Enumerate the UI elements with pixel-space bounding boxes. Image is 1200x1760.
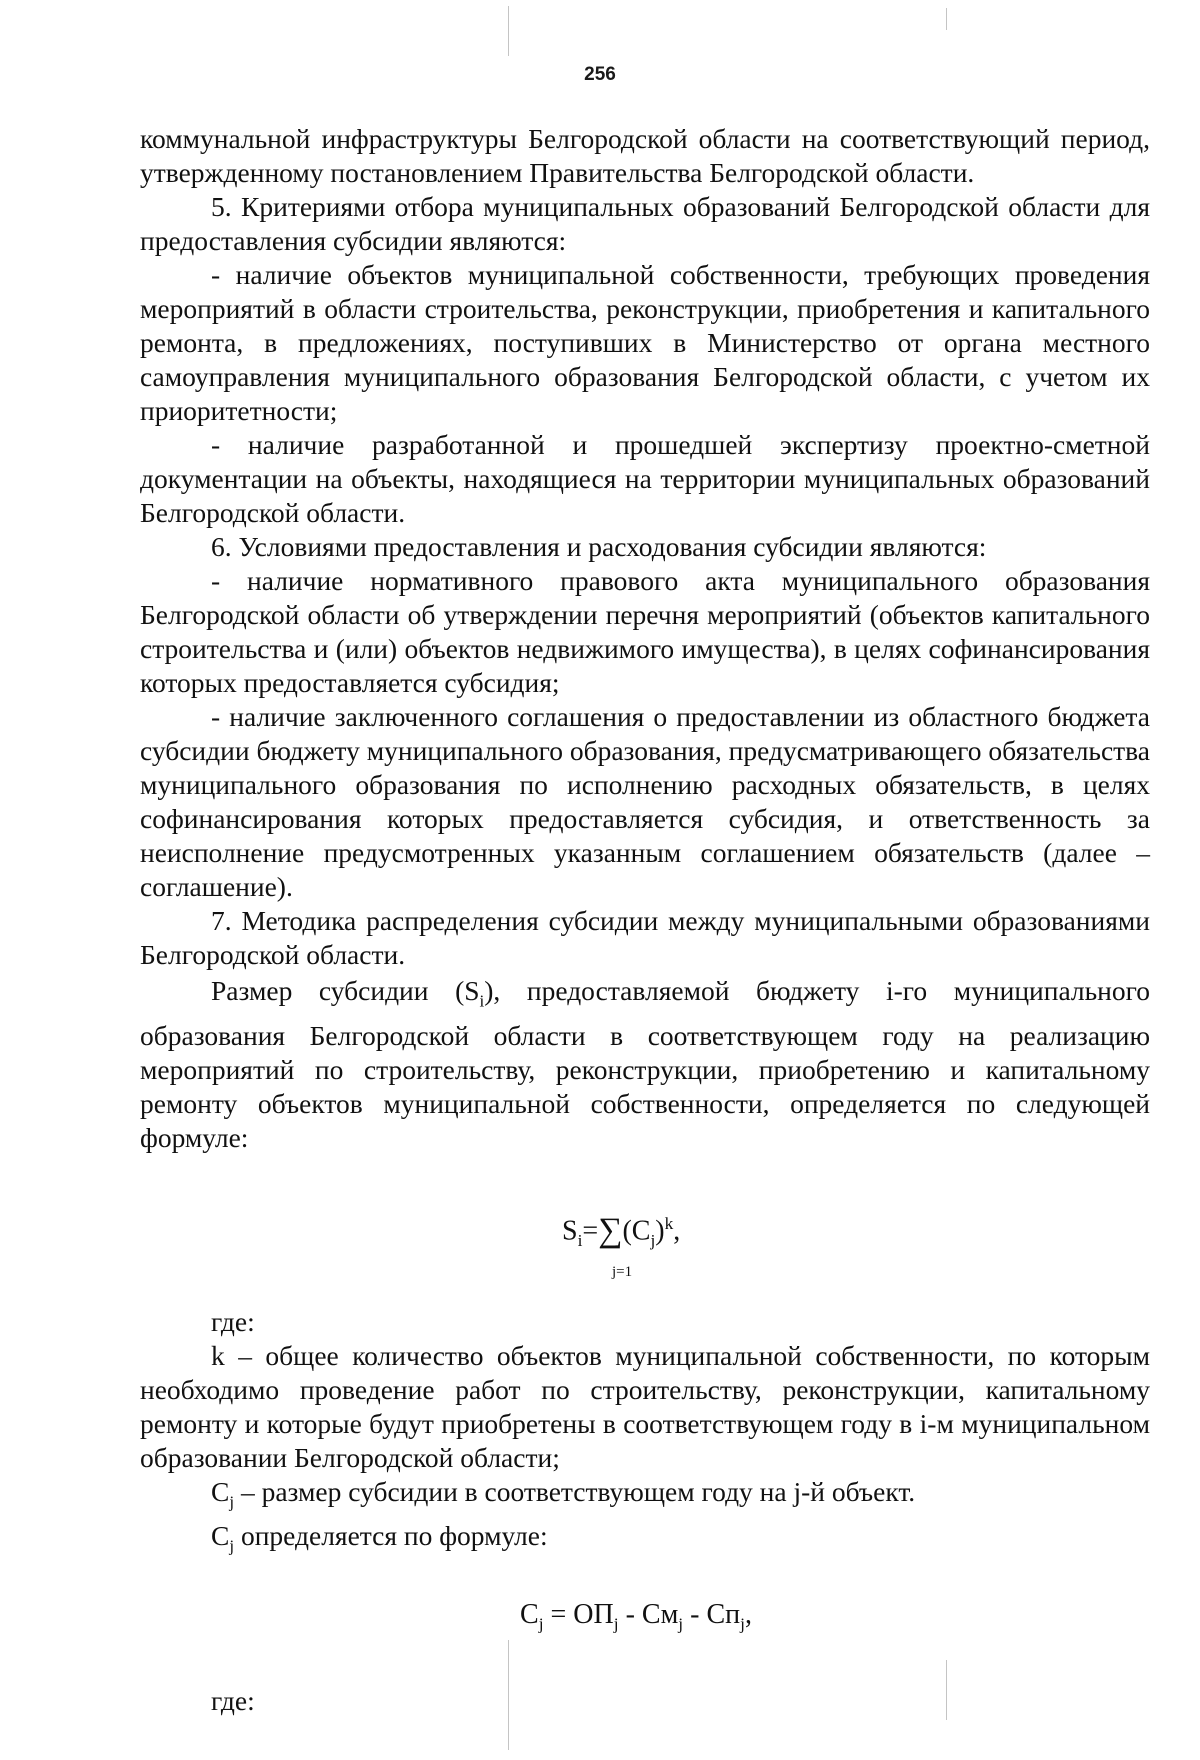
subscript: j <box>229 1492 235 1511</box>
paragraph-k-definition: k – общее количество объектов муниципальной собственности, по которым необходимо проведение работ по строительству, реконструкции, капитальному ремонту и которые будут приобретены в соответствующем году в i-м муниципальном образовании Белгородской области; <box>140 1339 1150 1473</box>
formula-superscript: k <box>664 1213 674 1233</box>
formula-symbol: C <box>520 1598 539 1630</box>
formula-subscript: i <box>577 1230 583 1250</box>
sigma-symbol: ∑ <box>598 1211 623 1249</box>
where-label: где: <box>211 1684 255 1716</box>
sum-lower-limit: j=1 <box>612 1263 633 1280</box>
paragraph-continuation: коммунальной инфраструктуры Белгородской области на соответствующий период, утвержденному постановлением Правительства Белгородской области. <box>140 123 1150 188</box>
paragraph-methodology: 7. Методика распределения субсидии между муниципальными образованиями Белгородской области. <box>140 905 1150 970</box>
text-fragment: Размер субсидии (S <box>211 975 480 1006</box>
formula-subsidy-sum <box>140 1155 1150 1305</box>
subscript: i <box>479 991 485 1011</box>
formula-subscript: j <box>538 1614 544 1634</box>
paragraph-subsidy-size <box>140 974 1150 1155</box>
formula-symbol: - Сп <box>683 1598 741 1630</box>
text-fragment: ), предоставляемой бюджету i-го муниципального образования Белгородской области в соответствующем году на реализацию мероприятий по строительству, реконструкции, приобретению и капитальному ремонту объектов муниципальной собственности, определяется по следующей формуле: <box>140 975 1150 1153</box>
text-fragment: определяется по формуле: <box>234 1520 548 1551</box>
formula-symbol: , <box>673 1214 681 1246</box>
paragraph-condition-1: - наличие нормативного правового акта муниципального образования Белгородской области об утверждении перечня мероприятий (объектов капитального строительства и (или) объектов недвижимого имущества), в целях софинансирования которых предоставляется субсидия; <box>140 565 1150 698</box>
subscript: j <box>229 1536 235 1556</box>
formula-symbol: , <box>744 1598 752 1630</box>
formula-symbol: (C <box>622 1214 651 1246</box>
formula-symbol: = <box>582 1214 599 1246</box>
scan-artifact-line <box>946 8 947 30</box>
paragraph-condition-2: - наличие заключенного соглашения о предоставлении из областного бюджета субсидии бюджету муниципального образования, предусматривающего обязательства муниципального образования по исполнению расходных обязательств, в целях софинансирования которых предоставляется субсидия, и ответственность за неисполнение предусмотренных указанным соглашением обязательств (далее – соглашение). <box>140 701 1151 902</box>
formula-symbol: S <box>562 1214 578 1246</box>
formula-expression <box>562 1207 680 1258</box>
paragraph-conditions: 6. Условиями предоставления и расходования субсидии являются: <box>211 531 987 562</box>
document-body <box>140 122 1150 1718</box>
formula-expression <box>520 1598 752 1642</box>
text-fragment: C <box>211 1475 230 1507</box>
formula-subscript: j <box>613 1614 619 1634</box>
formula-symbol: ) <box>655 1214 665 1246</box>
formula-symbol: - См <box>618 1598 679 1630</box>
formula-subscript: j <box>678 1614 684 1634</box>
paragraph-criterion-1: - наличие объектов муниципальной собственности, требующих проведения мероприятий в области строительства, реконструкции, приобретения и капитального ремонта, в предложениях, поступивших в Министерство от органа местного самоуправления муниципального образования Белгородской области, с учетом их приоритетности; <box>140 259 1150 426</box>
paragraph-cj-formula-intro <box>140 1519 1150 1564</box>
paragraph-criterion-2: - наличие разработанной и прошедшей экспертизу проектно-сметной документации на объекты, находящиеся на территории муниципальных образований Белгородской области. <box>140 429 1150 528</box>
where-label: где: <box>211 1305 255 1337</box>
formula-subscript: j <box>650 1230 656 1250</box>
text-fragment: C <box>211 1520 230 1551</box>
formula-subscript: j <box>740 1614 745 1634</box>
scan-artifact-line <box>508 6 509 56</box>
page-number: 256 <box>584 64 616 85</box>
formula-symbol: = ОП <box>543 1598 614 1630</box>
paragraph-criteria: 5. Критериями отбора муниципальных образований Белгородской области для предоставления субсидии являются: <box>140 191 1150 256</box>
formula-cj <box>140 1564 1150 1684</box>
paragraph-cj-definition <box>140 1475 1150 1520</box>
text-fragment: – размер субсидии в соответствующем году на j-й объект. <box>234 1475 916 1507</box>
